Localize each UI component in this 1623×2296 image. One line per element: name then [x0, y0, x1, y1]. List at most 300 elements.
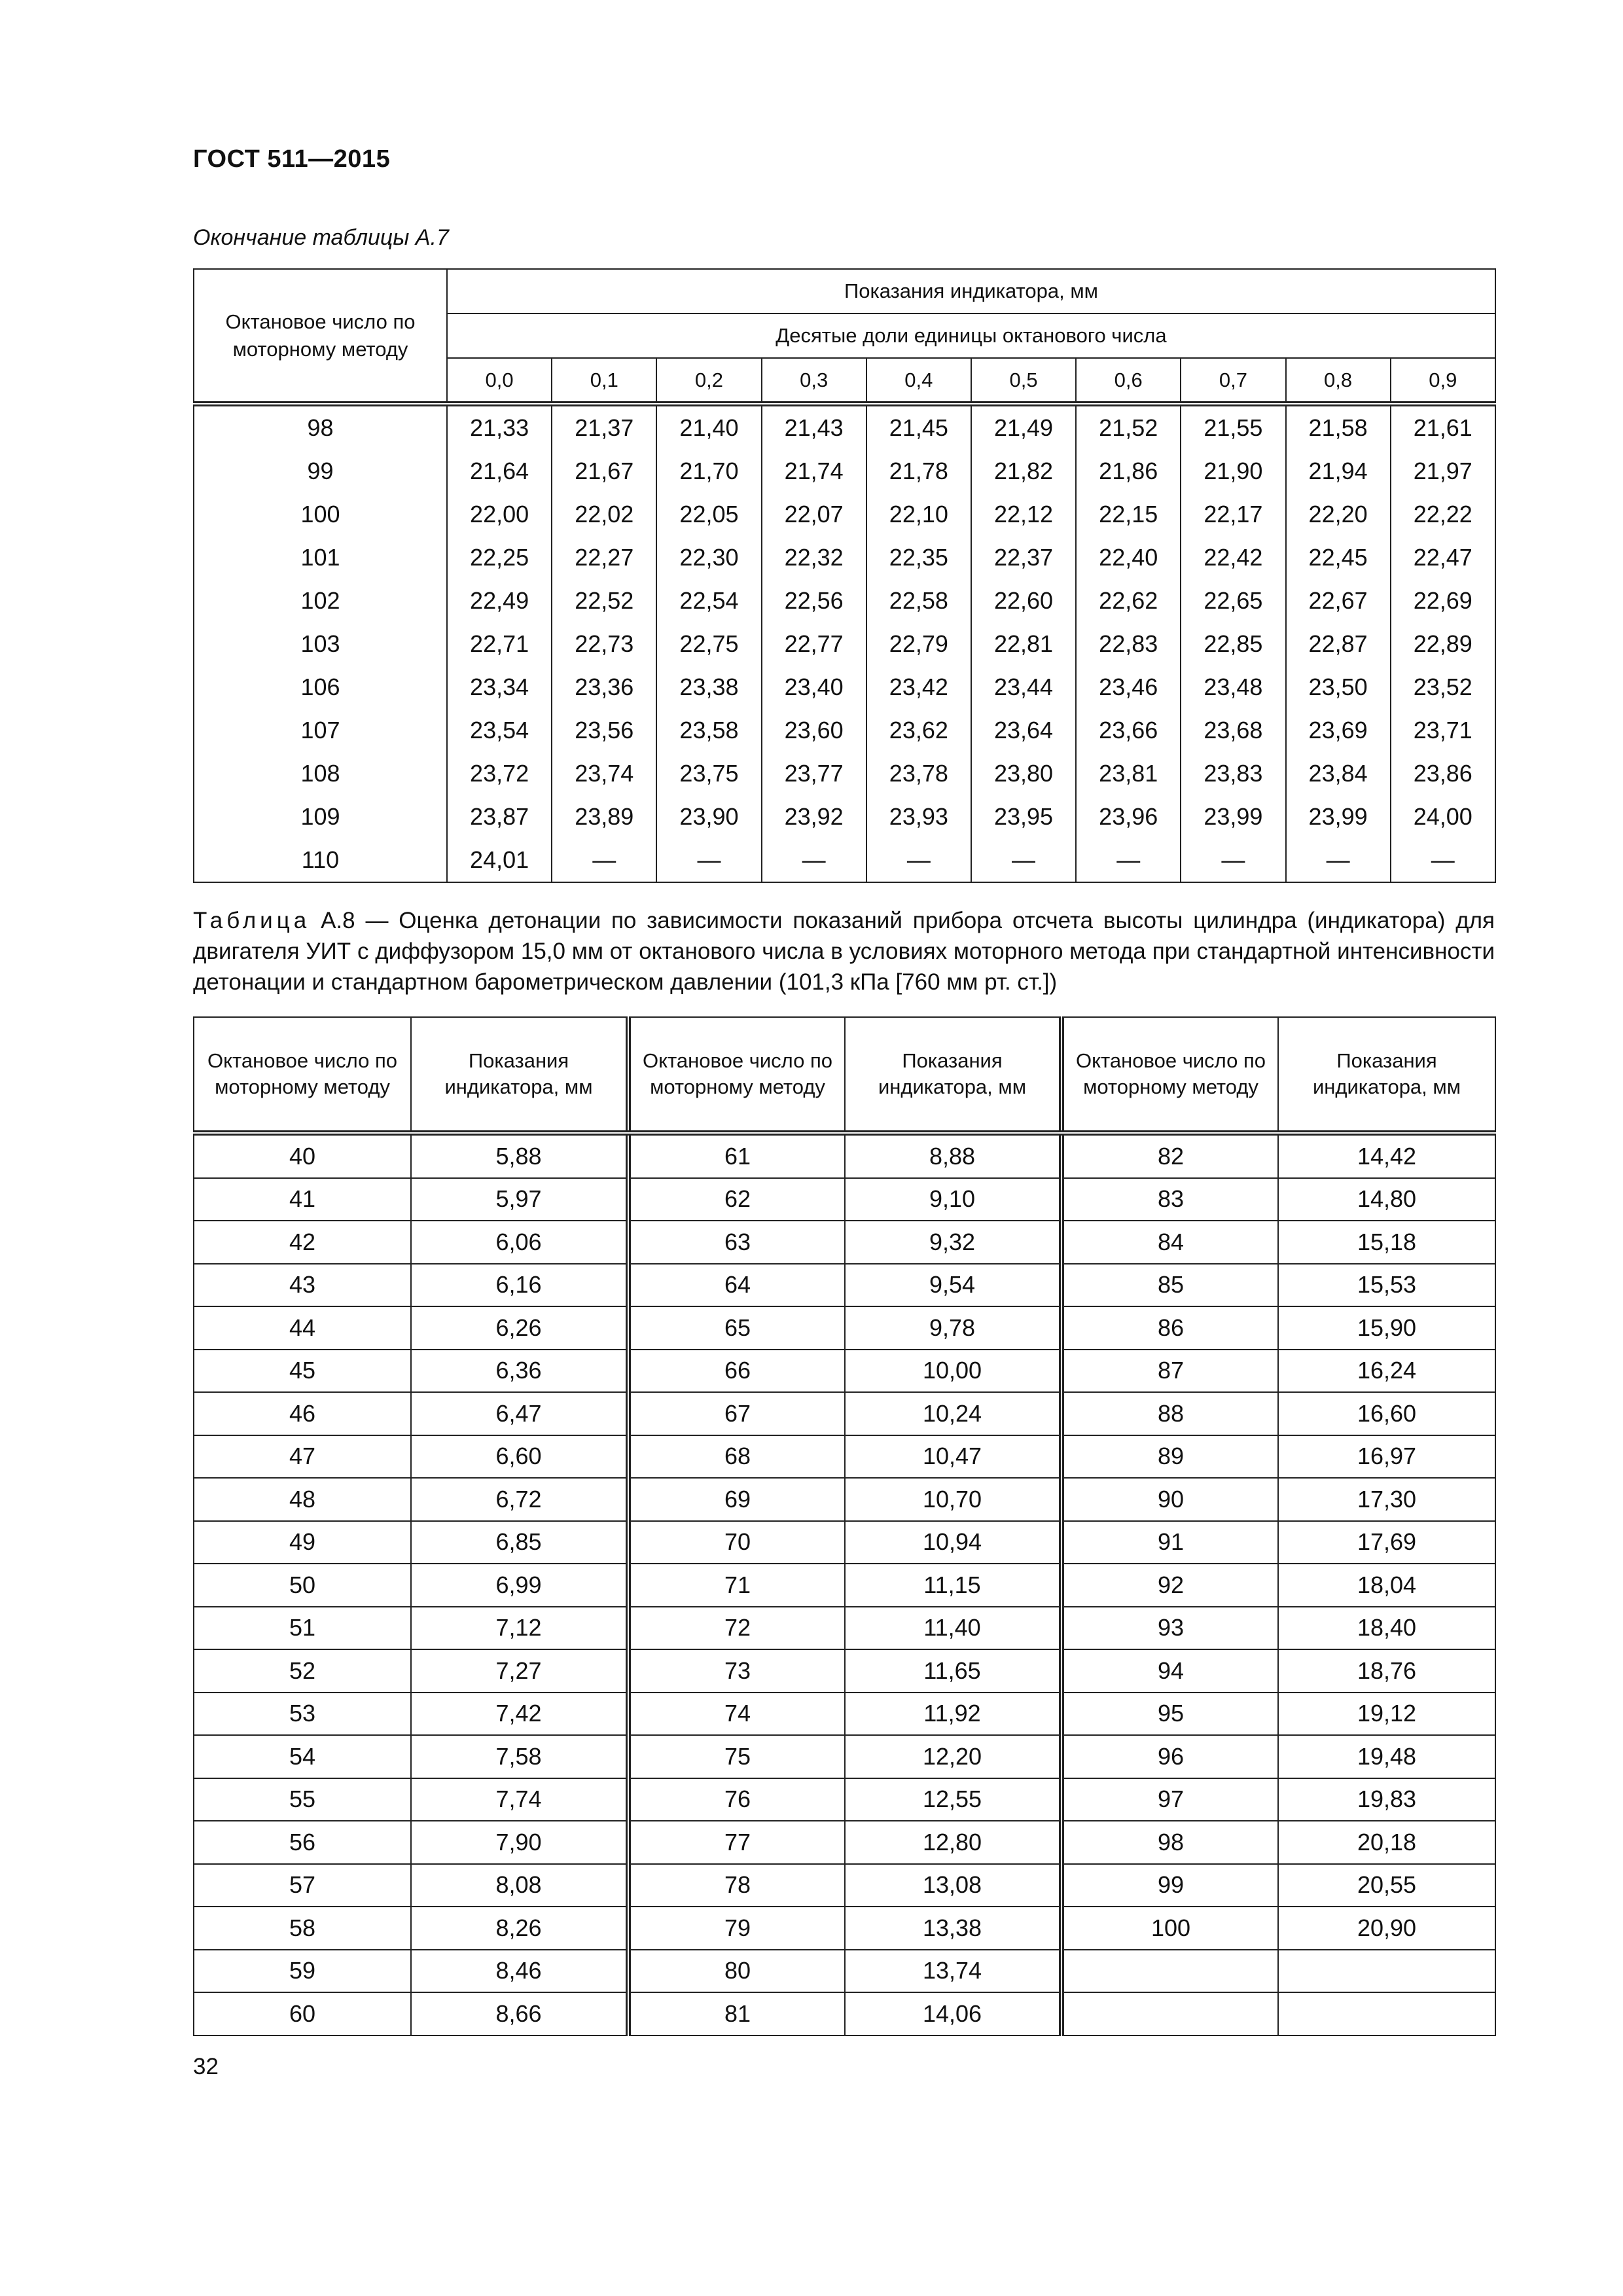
- indicator-reading-cell: 16,24: [1278, 1350, 1495, 1393]
- indicator-reading-cell: 21,94: [1286, 450, 1391, 493]
- octane-number-cell: 103: [194, 622, 447, 666]
- indicator-reading-cell: 23,34: [447, 666, 552, 709]
- indicator-reading-cell: 23,89: [552, 795, 656, 838]
- indicator-reading-cell: 23,74: [552, 752, 656, 795]
- indicator-reading-cell: 6,72: [411, 1478, 628, 1521]
- indicator-reading-cell: 23,40: [762, 666, 866, 709]
- indicator-reading-cell: 23,64: [971, 709, 1076, 752]
- indicator-reading-cell: 14,06: [845, 1992, 1061, 2036]
- indicator-reading-cell: 23,38: [656, 666, 761, 709]
- octane-number-cell: [1061, 1992, 1278, 2036]
- octane-number-cell: 42: [194, 1221, 411, 1264]
- indicator-reading-cell: 23,54: [447, 709, 552, 752]
- octane-number-cell: 58: [194, 1907, 411, 1950]
- indicator-reading-cell: 21,86: [1076, 450, 1181, 493]
- indicator-reading-cell: 21,45: [866, 404, 971, 450]
- octane-number-cell: 44: [194, 1306, 411, 1350]
- indicator-reading-cell: 23,56: [552, 709, 656, 752]
- table-row: [194, 1178, 1495, 1221]
- table-row: [194, 1264, 1495, 1307]
- indicator-reading-cell: 10,70: [845, 1478, 1061, 1521]
- indicator-reading-cell: 21,58: [1286, 404, 1391, 450]
- octane-number-cell: 102: [194, 579, 447, 622]
- table-a7: [193, 268, 1496, 883]
- table-row: [194, 1821, 1495, 1864]
- octane-number-cell: 54: [194, 1735, 411, 1778]
- octane-number-cell: 87: [1061, 1350, 1278, 1393]
- octane-number-cell: 96: [1061, 1735, 1278, 1778]
- indicator-reading-cell: 21,78: [866, 450, 971, 493]
- indicator-reading-column-header: Показания индикатора, мм: [411, 1017, 628, 1133]
- indicator-reading-cell: 23,99: [1181, 795, 1285, 838]
- indicator-reading-cell: 22,25: [447, 536, 552, 579]
- indicator-reading-cell: 23,86: [1391, 752, 1495, 795]
- indicator-reading-cell: 23,84: [1286, 752, 1391, 795]
- indicator-reading-cell: 23,71: [1391, 709, 1495, 752]
- indicator-reading-cell: 23,48: [1181, 666, 1285, 709]
- decimal-header-cell: 0,7: [1181, 358, 1285, 404]
- indicator-reading-cell: 22,49: [447, 579, 552, 622]
- indicator-reading-cell: 21,67: [552, 450, 656, 493]
- octane-number-cell: 79: [628, 1907, 845, 1950]
- indicator-reading-cell: 13,38: [845, 1907, 1061, 1950]
- indicator-reading-cell: 22,07: [762, 493, 866, 536]
- indicator-reading-cell: 15,53: [1278, 1264, 1495, 1307]
- indicator-reading-cell: 22,71: [447, 622, 552, 666]
- octane-number-column-header: Октановое число по моторному методу: [628, 1017, 845, 1133]
- decimal-header-cell: 0,5: [971, 358, 1076, 404]
- indicator-reading-cell: 23,77: [762, 752, 866, 795]
- decimal-fraction-header: Десятые доли единицы октанового числа: [447, 314, 1495, 358]
- indicator-reading-cell: 22,65: [1181, 579, 1285, 622]
- octane-number-cell: 71: [628, 1564, 845, 1607]
- indicator-reading-cell: 10,94: [845, 1521, 1061, 1564]
- indicator-reading-cell: 24,01: [447, 838, 552, 882]
- table-row: [194, 838, 1495, 882]
- table-row: [194, 1950, 1495, 1993]
- indicator-reading-cell: 22,60: [971, 579, 1076, 622]
- octane-number-cell: 66: [628, 1350, 845, 1393]
- table-a7-continuation-caption: Окончание таблицы А.7: [193, 225, 449, 250]
- indicator-reading-cell: 23,87: [447, 795, 552, 838]
- indicator-reading-cell: 12,55: [845, 1778, 1061, 1821]
- octane-number-cell: 98: [194, 404, 447, 450]
- octane-number-cell: 99: [1061, 1864, 1278, 1907]
- indicator-reading-cell: 22,69: [1391, 579, 1495, 622]
- indicator-reading-cell: 22,75: [656, 622, 761, 666]
- table-row: [194, 579, 1495, 622]
- indicator-reading-cell: 6,26: [411, 1306, 628, 1350]
- indicator-reading-cell: 6,85: [411, 1521, 628, 1564]
- table-row: [194, 1907, 1495, 1950]
- indicator-reading-cell: 21,74: [762, 450, 866, 493]
- indicator-reading-cell: 22,00: [447, 493, 552, 536]
- indicator-reading-cell: 23,69: [1286, 709, 1391, 752]
- octane-number-cell: 100: [194, 493, 447, 536]
- indicator-reading-cell: 7,27: [411, 1649, 628, 1693]
- indicator-reading-cell: 23,78: [866, 752, 971, 795]
- indicator-reading-cell: 23,96: [1076, 795, 1181, 838]
- table-row: [194, 752, 1495, 795]
- octane-number-cell: 69: [628, 1478, 845, 1521]
- indicator-reading-cell: 22,10: [866, 493, 971, 536]
- octane-number-cell: 53: [194, 1693, 411, 1736]
- indicator-reading-cell: 9,54: [845, 1264, 1061, 1307]
- indicator-reading-cell: 21,52: [1076, 404, 1181, 450]
- indicator-reading-cell: 9,10: [845, 1178, 1061, 1221]
- octane-number-cell: 75: [628, 1735, 845, 1778]
- octane-number-cell: 65: [628, 1306, 845, 1350]
- octane-number-cell: 86: [1061, 1306, 1278, 1350]
- table-row: [194, 1693, 1495, 1736]
- octane-number-cell: 108: [194, 752, 447, 795]
- table-row: [194, 1350, 1495, 1393]
- table-a8-caption-label: Таблица: [193, 908, 311, 933]
- indicator-reading-cell: 22,20: [1286, 493, 1391, 536]
- indicator-reading-cell: 17,30: [1278, 1478, 1495, 1521]
- indicator-reading-cell: 8,08: [411, 1864, 628, 1907]
- indicator-reading-cell: —: [762, 838, 866, 882]
- octane-number-cell: 94: [1061, 1649, 1278, 1693]
- indicator-reading-cell: 22,87: [1286, 622, 1391, 666]
- indicator-reading-cell: 10,24: [845, 1392, 1061, 1435]
- indicator-reading-cell: 16,60: [1278, 1392, 1495, 1435]
- indicator-reading-cell: —: [656, 838, 761, 882]
- indicator-reading-cell: 23,93: [866, 795, 971, 838]
- indicator-reading-cell: —: [866, 838, 971, 882]
- octane-number-cell: 78: [628, 1864, 845, 1907]
- indicator-reading-cell: 21,43: [762, 404, 866, 450]
- indicator-reading-cell: 22,37: [971, 536, 1076, 579]
- indicator-reading-cell: 15,18: [1278, 1221, 1495, 1264]
- indicator-reading-cell: 22,32: [762, 536, 866, 579]
- indicator-reading-cell: 22,12: [971, 493, 1076, 536]
- indicator-reading-cell: 23,36: [552, 666, 656, 709]
- octane-number-cell: 41: [194, 1178, 411, 1221]
- indicator-reading-cell: 6,60: [411, 1435, 628, 1479]
- indicator-reading-cell: 6,99: [411, 1564, 628, 1607]
- indicator-reading-cell: 21,40: [656, 404, 761, 450]
- decimal-header-cell: 0,3: [762, 358, 866, 404]
- indicator-reading-cell: 23,66: [1076, 709, 1181, 752]
- indicator-reading-cell: 22,56: [762, 579, 866, 622]
- decimal-header-cell: 0,8: [1286, 358, 1391, 404]
- indicator-reading-cell: 22,89: [1391, 622, 1495, 666]
- indicator-reading-cell: 11,40: [845, 1607, 1061, 1650]
- indicator-reading-cell: 22,35: [866, 536, 971, 579]
- table-a7-body: [194, 404, 1495, 882]
- octane-number-cell: 67: [628, 1392, 845, 1435]
- indicator-reading-cell: 21,49: [971, 404, 1076, 450]
- table-a8-caption-text: А.8 — Оценка детонации по зависимости показаний прибора отсчета высоты цилиндра (индикатора) для двигателя УИТ с диффузором 15,0 мм от октанового числа в условиях моторного метода при стандартной интенсивности детонации и стандартном барометрическом давлении (101,3 кПа [760 мм рт. ст.]): [193, 908, 1495, 995]
- indicator-reading-cell: 13,08: [845, 1864, 1061, 1907]
- indicator-reading-cell: 19,12: [1278, 1693, 1495, 1736]
- indicator-reading-cell: 23,80: [971, 752, 1076, 795]
- octane-number-cell: 46: [194, 1392, 411, 1435]
- octane-number-cell: 60: [194, 1992, 411, 2036]
- indicator-reading-cell: 17,69: [1278, 1521, 1495, 1564]
- octane-number-cell: 90: [1061, 1478, 1278, 1521]
- table-row: [194, 1607, 1495, 1650]
- octane-number-cell: 92: [1061, 1564, 1278, 1607]
- indicator-reading-cell: 23,75: [656, 752, 761, 795]
- octane-number-cell: 70: [628, 1521, 845, 1564]
- indicator-reading-cell: 22,45: [1286, 536, 1391, 579]
- indicator-reading-cell: [1278, 1992, 1495, 2036]
- indicator-reading-header: Показания индикатора, мм: [447, 269, 1495, 314]
- indicator-reading-cell: 23,81: [1076, 752, 1181, 795]
- octane-number-cell: 99: [194, 450, 447, 493]
- indicator-reading-cell: 22,58: [866, 579, 971, 622]
- octane-number-cell: 64: [628, 1264, 845, 1307]
- indicator-reading-cell: 21,97: [1391, 450, 1495, 493]
- indicator-reading-cell: 15,90: [1278, 1306, 1495, 1350]
- indicator-reading-cell: 7,58: [411, 1735, 628, 1778]
- indicator-reading-cell: —: [1181, 838, 1285, 882]
- indicator-reading-cell: 23,58: [656, 709, 761, 752]
- octane-number-cell: 43: [194, 1264, 411, 1307]
- octane-number-cell: 47: [194, 1435, 411, 1479]
- indicator-reading-cell: —: [1286, 838, 1391, 882]
- indicator-reading-cell: 21,70: [656, 450, 761, 493]
- indicator-reading-cell: 22,42: [1181, 536, 1285, 579]
- table-row: [194, 1864, 1495, 1907]
- table-row: [194, 1392, 1495, 1435]
- table-row: [194, 709, 1495, 752]
- octane-number-cell: 62: [628, 1178, 845, 1221]
- indicator-reading-cell: 23,42: [866, 666, 971, 709]
- octane-number-cell: 50: [194, 1564, 411, 1607]
- indicator-reading-cell: 23,62: [866, 709, 971, 752]
- octane-number-cell: 74: [628, 1693, 845, 1736]
- octane-number-cell: 89: [1061, 1435, 1278, 1479]
- indicator-reading-cell: 20,18: [1278, 1821, 1495, 1864]
- table-a8-body: [194, 1133, 1495, 2036]
- octane-number-cell: 45: [194, 1350, 411, 1393]
- table-a8-caption: [193, 905, 1495, 997]
- octane-number-cell: 81: [628, 1992, 845, 2036]
- table-row: [194, 493, 1495, 536]
- octane-number-cell: 84: [1061, 1221, 1278, 1264]
- indicator-reading-column-header: Показания индикатора, мм: [845, 1017, 1061, 1133]
- indicator-reading-cell: 24,00: [1391, 795, 1495, 838]
- indicator-reading-cell: 9,32: [845, 1221, 1061, 1264]
- table-row: [194, 1306, 1495, 1350]
- decimal-header-cell: 0,0: [447, 358, 552, 404]
- indicator-reading-cell: 6,16: [411, 1264, 628, 1307]
- table-row: [194, 1649, 1495, 1693]
- indicator-reading-cell: 14,80: [1278, 1178, 1495, 1221]
- indicator-reading-cell: 23,46: [1076, 666, 1181, 709]
- octane-number-cell: 52: [194, 1649, 411, 1693]
- indicator-reading-cell: 8,26: [411, 1907, 628, 1950]
- indicator-reading-cell: 22,40: [1076, 536, 1181, 579]
- decimal-header-cell: 0,9: [1391, 358, 1495, 404]
- indicator-reading-cell: 22,30: [656, 536, 761, 579]
- octane-number-cell: 48: [194, 1478, 411, 1521]
- decimal-header-cell: 0,6: [1076, 358, 1181, 404]
- indicator-reading-cell: 21,90: [1181, 450, 1285, 493]
- indicator-reading-cell: 23,68: [1181, 709, 1285, 752]
- indicator-reading-cell: 21,64: [447, 450, 552, 493]
- indicator-reading-cell: 22,81: [971, 622, 1076, 666]
- indicator-reading-cell: 23,50: [1286, 666, 1391, 709]
- indicator-reading-cell: 16,97: [1278, 1435, 1495, 1479]
- octane-number-cell: 91: [1061, 1521, 1278, 1564]
- indicator-reading-cell: 21,61: [1391, 404, 1495, 450]
- indicator-reading-cell: 7,42: [411, 1693, 628, 1736]
- octane-number-cell: 49: [194, 1521, 411, 1564]
- indicator-reading-cell: 22,17: [1181, 493, 1285, 536]
- indicator-reading-cell: 22,73: [552, 622, 656, 666]
- indicator-reading-cell: 6,36: [411, 1350, 628, 1393]
- octane-number-cell: 110: [194, 838, 447, 882]
- octane-number-cell: 82: [1061, 1133, 1278, 1178]
- octane-number-cell: 51: [194, 1607, 411, 1650]
- octane-number-column-header: Октановое число по моторному методу: [194, 1017, 411, 1133]
- indicator-reading-cell: 14,42: [1278, 1133, 1495, 1178]
- indicator-reading-cell: 23,52: [1391, 666, 1495, 709]
- indicator-reading-cell: 6,47: [411, 1392, 628, 1435]
- octane-number-cell: 107: [194, 709, 447, 752]
- indicator-reading-cell: 9,78: [845, 1306, 1061, 1350]
- octane-number-cell: 68: [628, 1435, 845, 1479]
- table-row: [194, 450, 1495, 493]
- indicator-reading-cell: 12,80: [845, 1821, 1061, 1864]
- indicator-reading-cell: 22,02: [552, 493, 656, 536]
- table-row: [194, 1478, 1495, 1521]
- indicator-reading-cell: 13,74: [845, 1950, 1061, 1993]
- octane-number-cell: 85: [1061, 1264, 1278, 1307]
- indicator-reading-cell: 22,83: [1076, 622, 1181, 666]
- octane-number-cell: [1061, 1950, 1278, 1993]
- octane-number-cell: 63: [628, 1221, 845, 1264]
- indicator-reading-cell: 8,46: [411, 1950, 628, 1993]
- indicator-reading-column-header: Показания индикатора, мм: [1278, 1017, 1495, 1133]
- indicator-reading-cell: —: [1391, 838, 1495, 882]
- indicator-reading-cell: 10,00: [845, 1350, 1061, 1393]
- indicator-reading-cell: —: [971, 838, 1076, 882]
- indicator-reading-cell: 7,90: [411, 1821, 628, 1864]
- indicator-reading-cell: 7,12: [411, 1607, 628, 1650]
- indicator-reading-cell: 22,79: [866, 622, 971, 666]
- indicator-reading-cell: 21,33: [447, 404, 552, 450]
- table-row: [194, 1735, 1495, 1778]
- indicator-reading-cell: 22,47: [1391, 536, 1495, 579]
- indicator-reading-cell: 22,15: [1076, 493, 1181, 536]
- page-number: 32: [193, 2054, 219, 2079]
- octane-number-cell: 76: [628, 1778, 845, 1821]
- indicator-reading-cell: 11,65: [845, 1649, 1061, 1693]
- octane-number-column-header: Октановое число по моторному методу: [1061, 1017, 1278, 1133]
- indicator-reading-cell: 7,74: [411, 1778, 628, 1821]
- indicator-reading-cell: 18,40: [1278, 1607, 1495, 1650]
- indicator-reading-cell: 19,83: [1278, 1778, 1495, 1821]
- indicator-reading-cell: 22,27: [552, 536, 656, 579]
- octane-number-cell: 72: [628, 1607, 845, 1650]
- table-a8: [193, 1016, 1496, 2036]
- indicator-reading-cell: 23,60: [762, 709, 866, 752]
- indicator-reading-cell: 23,44: [971, 666, 1076, 709]
- indicator-reading-cell: 22,54: [656, 579, 761, 622]
- indicator-reading-cell: —: [1076, 838, 1181, 882]
- indicator-reading-cell: 22,05: [656, 493, 761, 536]
- octane-number-cell: 95: [1061, 1693, 1278, 1736]
- indicator-reading-cell: 19,48: [1278, 1735, 1495, 1778]
- octane-number-cell: 59: [194, 1950, 411, 1993]
- indicator-reading-cell: 5,97: [411, 1178, 628, 1221]
- table-row: [194, 1521, 1495, 1564]
- indicator-reading-cell: 23,90: [656, 795, 761, 838]
- octane-number-cell: 100: [1061, 1907, 1278, 1950]
- indicator-reading-cell: 5,88: [411, 1133, 628, 1178]
- octane-number-cell: 56: [194, 1821, 411, 1864]
- decimal-header-cell: 0,4: [866, 358, 971, 404]
- table-row: [194, 1133, 1495, 1178]
- octane-number-column-header: Октановое число по моторному методу: [194, 269, 447, 404]
- indicator-reading-cell: 23,92: [762, 795, 866, 838]
- indicator-reading-cell: 23,83: [1181, 752, 1285, 795]
- indicator-reading-cell: 18,04: [1278, 1564, 1495, 1607]
- table-row: [194, 404, 1495, 450]
- octane-number-cell: 93: [1061, 1607, 1278, 1650]
- indicator-reading-cell: 23,72: [447, 752, 552, 795]
- indicator-reading-cell: 22,67: [1286, 579, 1391, 622]
- indicator-reading-cell: 21,82: [971, 450, 1076, 493]
- octane-number-cell: 97: [1061, 1778, 1278, 1821]
- octane-number-cell: 77: [628, 1821, 845, 1864]
- octane-number-cell: 61: [628, 1133, 845, 1178]
- indicator-reading-cell: 6,06: [411, 1221, 628, 1264]
- table-row: [194, 666, 1495, 709]
- octane-number-cell: 83: [1061, 1178, 1278, 1221]
- octane-number-cell: 73: [628, 1649, 845, 1693]
- table-row: [194, 1778, 1495, 1821]
- octane-number-cell: 57: [194, 1864, 411, 1907]
- indicator-reading-cell: 12,20: [845, 1735, 1061, 1778]
- indicator-reading-cell: 18,76: [1278, 1649, 1495, 1693]
- indicator-reading-cell: 20,90: [1278, 1907, 1495, 1950]
- table-row: [194, 622, 1495, 666]
- indicator-reading-cell: 8,66: [411, 1992, 628, 2036]
- table-row: [194, 795, 1495, 838]
- indicator-reading-cell: [1278, 1950, 1495, 1993]
- octane-number-cell: 98: [1061, 1821, 1278, 1864]
- table-row: [194, 1221, 1495, 1264]
- indicator-reading-cell: 22,85: [1181, 622, 1285, 666]
- indicator-reading-cell: 8,88: [845, 1133, 1061, 1178]
- indicator-reading-cell: 22,77: [762, 622, 866, 666]
- indicator-reading-cell: 20,55: [1278, 1864, 1495, 1907]
- table-row: [194, 1992, 1495, 2036]
- indicator-reading-cell: 23,99: [1286, 795, 1391, 838]
- indicator-reading-cell: 22,52: [552, 579, 656, 622]
- indicator-reading-cell: 11,15: [845, 1564, 1061, 1607]
- document-code-header: ГОСТ 511—2015: [193, 145, 391, 173]
- octane-number-cell: 55: [194, 1778, 411, 1821]
- indicator-reading-cell: 22,22: [1391, 493, 1495, 536]
- table-row: [194, 1564, 1495, 1607]
- indicator-reading-cell: 22,62: [1076, 579, 1181, 622]
- indicator-reading-cell: 10,47: [845, 1435, 1061, 1479]
- indicator-reading-cell: 21,37: [552, 404, 656, 450]
- indicator-reading-cell: 21,55: [1181, 404, 1285, 450]
- octane-number-cell: 88: [1061, 1392, 1278, 1435]
- table-row: [194, 536, 1495, 579]
- decimal-header-cell: 0,1: [552, 358, 656, 404]
- indicator-reading-cell: 11,92: [845, 1693, 1061, 1736]
- octane-number-cell: 109: [194, 795, 447, 838]
